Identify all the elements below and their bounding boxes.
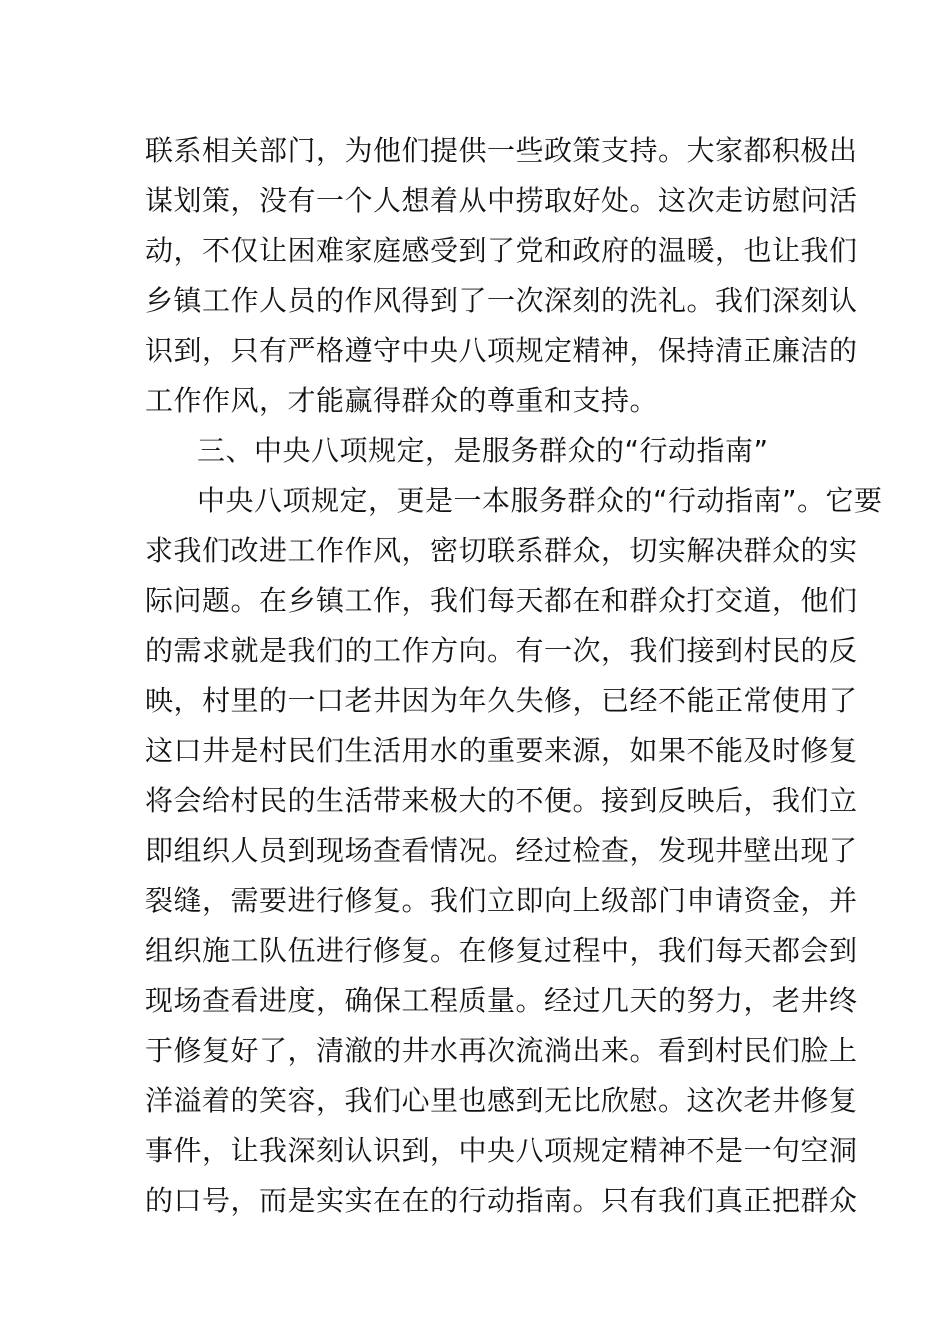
paragraph-first-line: 中央八项规定，更是一本服务群众的“行动指南”。它要 [197, 484, 883, 517]
section-heading: 三、中央八项规定，是服务群众的“行动指南” [197, 434, 769, 467]
body-text [145, 126, 883, 1226]
text-line: 洋溢着的笑容，我们心里也感到无比欣慰。这次老井修复 [145, 1084, 858, 1117]
text-line: 工作作风，才能赢得群众的尊重和支持。 [145, 384, 659, 417]
text-line: 际问题。在乡镇工作，我们每天都在和群众打交道，他们 [145, 584, 858, 617]
text-line: 组织施工队伍进行修复。在修复过程中，我们每天都会到 [145, 934, 858, 967]
text-line: 求我们改进工作作风，密切联系群众，切实解决群众的实 [145, 534, 858, 567]
text-line: 将会给村民的生活带来极大的不便。接到反映后，我们立 [145, 784, 858, 817]
text-line: 事件，让我深刻认识到，中央八项规定精神不是一句空洞 [145, 1134, 858, 1167]
text-line: 裂缝，需要进行修复。我们立即向上级部门申请资金，并 [145, 884, 858, 917]
text-line: 映，村里的一口老井因为年久失修，已经不能正常使用了 [145, 684, 858, 717]
text-line: 即组织人员到现场查看情况。经过检查，发现井壁出现了 [145, 834, 858, 867]
text-line: 现场查看进度，确保工程质量。经过几天的努力，老井终 [145, 984, 858, 1017]
text-line: 的需求就是我们的工作方向。有一次，我们接到村民的反 [145, 634, 858, 667]
text-line: 的口号，而是实实在在的行动指南。只有我们真正把群众 [145, 1184, 858, 1217]
text-line: 动，不仅让困难家庭感受到了党和政府的温暖，也让我们 [145, 234, 858, 267]
text-line: 识到，只有严格遵守中央八项规定精神，保持清正廉洁的 [145, 334, 858, 367]
text-line: 于修复好了，清澈的井水再次流淌出来。看到村民们脸上 [145, 1034, 858, 1067]
text-line: 联系相关部门，为他们提供一些政策支持。大家都积极出 [145, 134, 858, 167]
text-line: 这口井是村民们生活用水的重要来源，如果不能及时修复 [145, 734, 858, 767]
text-line: 乡镇工作人员的作风得到了一次深刻的洗礼。我们深刻认 [145, 284, 858, 317]
text-line: 谋划策，没有一个人想着从中捞取好处。这次走访慰问活 [145, 184, 858, 217]
